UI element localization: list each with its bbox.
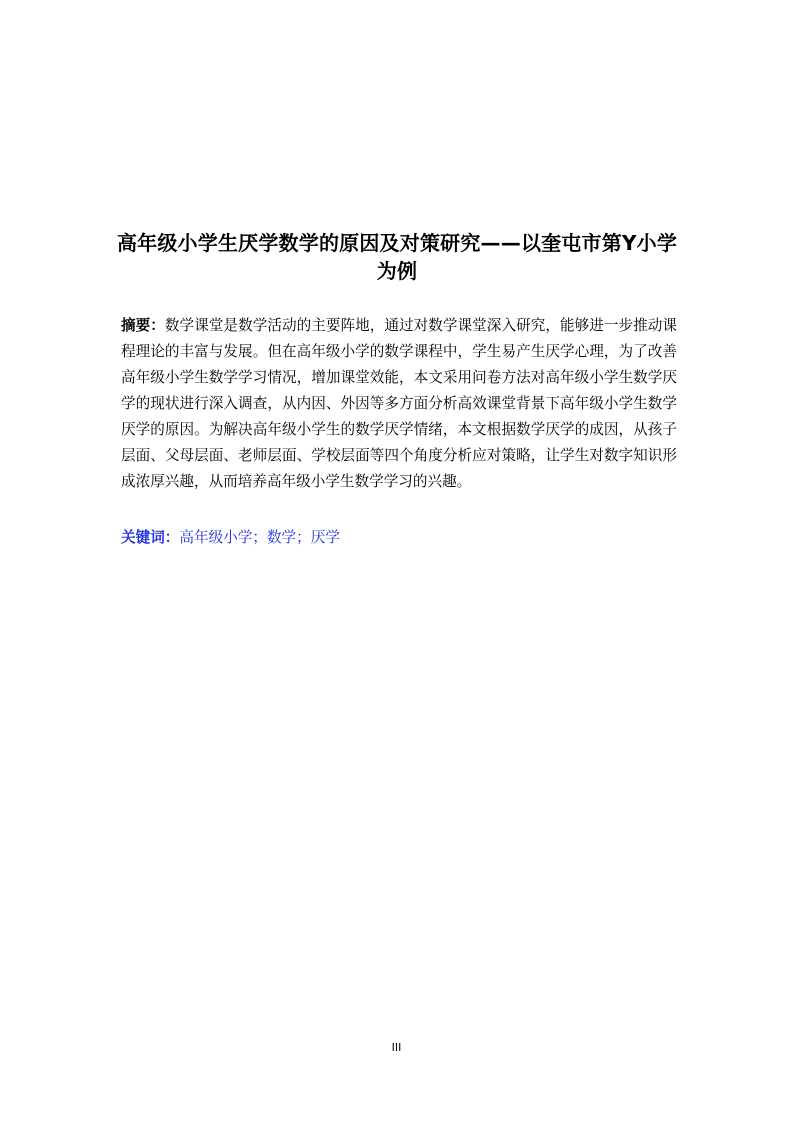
abstract-label: 摘要： — [121, 317, 165, 334]
abstract-text: 数学课堂是数学活动的主要阵地，通过对数学课堂深入研究，能够进一步推动课程理论的丰富与发展。但在高年级小学的数学课程中，学生易产生厌学心理，为了改善高年级小学生数学学习情况，增加课堂效能，本文采用问卷方法对高年级小学生数学厌学的现状进行深入调查，从内因、外因等多方面分析高效课堂背景下高年级小学生数学厌学的原因。为解决高年级小学生的数学厌学情绪，本文根据数学厌学的成因，从孩子层面、父母层面、老师层面、学校层面等四个角度分析应对策略，让学生对数字知识形成浓厚兴趣，从而培养高年级小学生数学学习的兴趣。 — [121, 317, 677, 490]
abstract-paragraph — [121, 313, 677, 495]
keywords-text: 高年级小学；数学；厌学 — [179, 529, 340, 546]
keywords-label: 关键词： — [121, 529, 180, 546]
page-number: III — [391, 1041, 402, 1054]
keywords-line — [121, 525, 677, 551]
document-title: 高年级小学生厌学数学的原因及对策研究——以奎屯市第Y小学为例 — [116, 231, 678, 283]
